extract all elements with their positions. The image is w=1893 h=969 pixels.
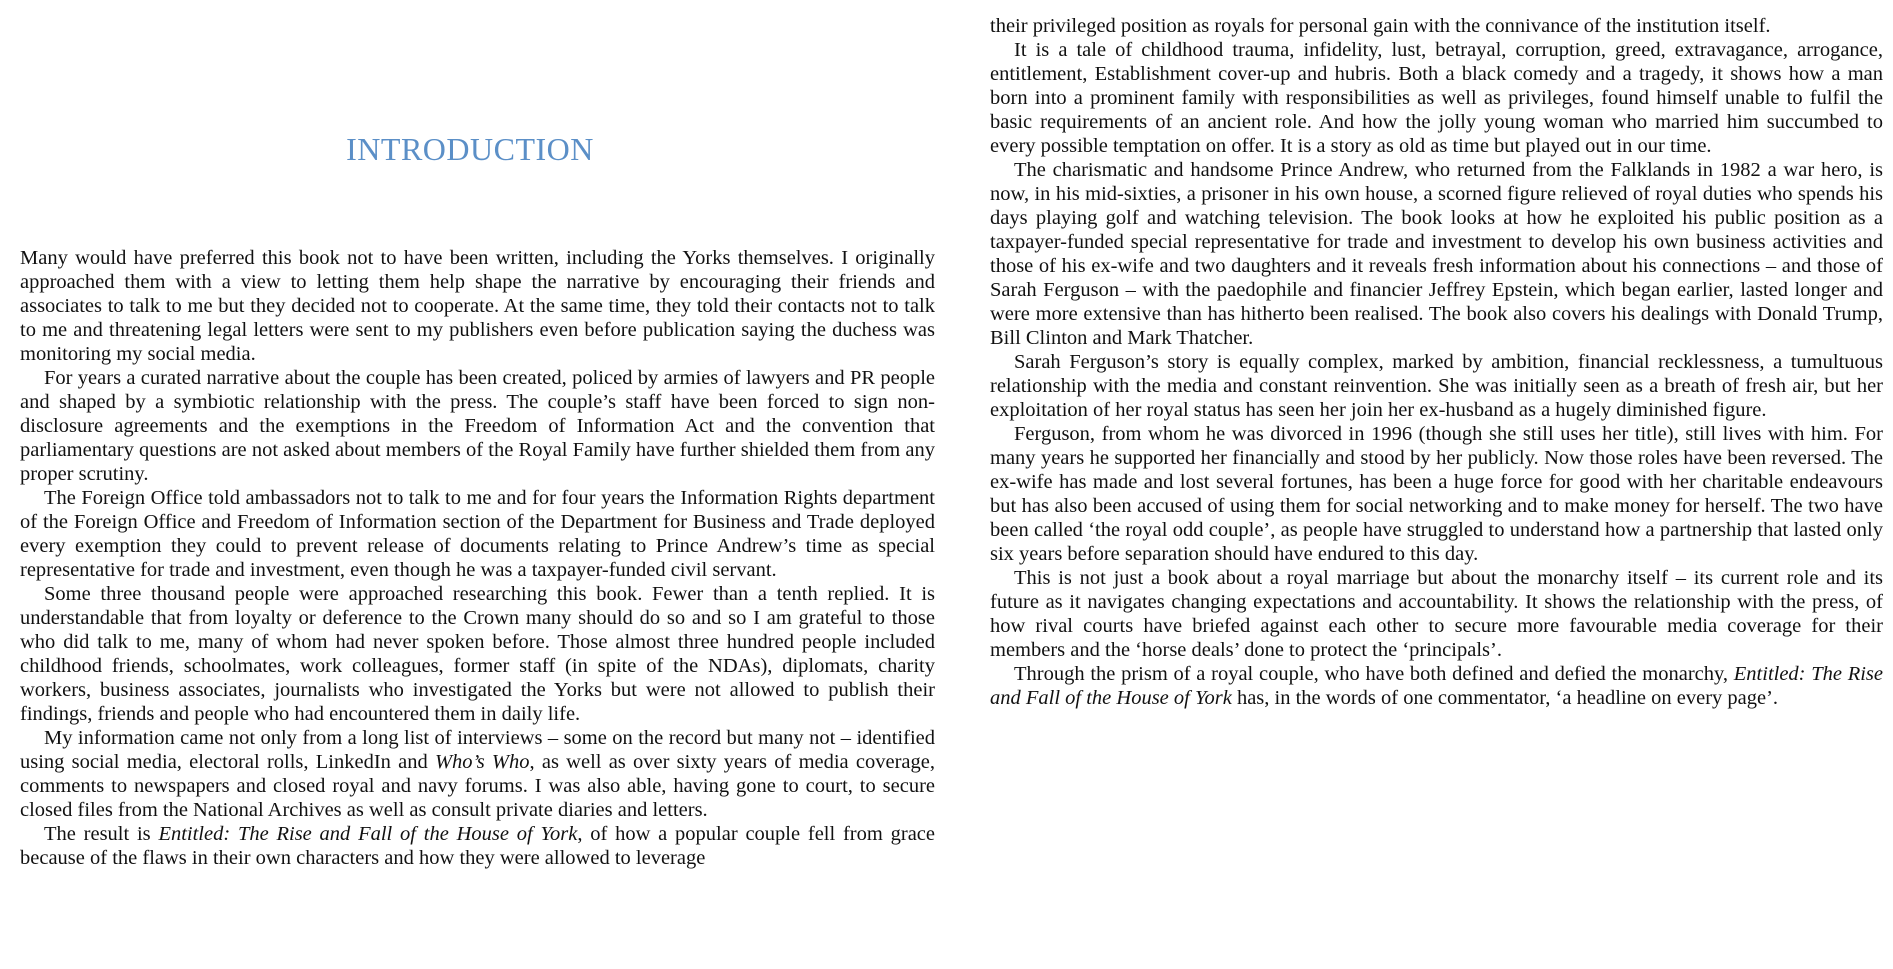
paragraph-text: My information came not only from a long list of interviews – some on the record but many not – identified using social media, electoral rolls, LinkedIn and bbox=[20, 727, 935, 773]
paragraph bbox=[20, 822, 935, 870]
paragraph-text: has, in the words of one commentator, ‘a headline on every page’. bbox=[1231, 687, 1779, 709]
paragraph-text: Through the prism of a royal couple, who have both defined and defied the monarchy, bbox=[1014, 663, 1734, 685]
paragraph: their privileged position as royals for personal gain with the connivance of the institution itself. bbox=[990, 15, 1771, 37]
paragraph: For years a curated narrative about the couple has been created, policed by armies of lawyers and PR people and shaped by a symbiotic relationship with the press. The couple’s staff have been forced to sign non-disclosure agreements and the exemptions in the Freedom of Information Act and the convention that parliamentary questions are not asked about members of the Royal Family have further shielded them from any proper scrutiny. bbox=[20, 367, 935, 485]
paragraph: The charismatic and handsome Prince Andrew, who returned from the Falklands in 1982 a war hero, is now, in his mid-sixties, a prisoner in his own house, a scorned figure relieved of royal duties who spends his days playing golf and watching television. The book looks at how he exploited his public position as a taxpayer-funded special representative for trade and investment to develop his own business activities and those of his ex-wife and two daughters and it reveals fresh information about his connections – and those of Sarah Ferguson – with the paedophile and financier Jeffrey Epstein, which began earlier, lasted longer and were more extensive than has hitherto been realised. The book also covers his dealings with Donald Trump, Bill Clinton and Mark Thatcher. bbox=[990, 159, 1883, 349]
paragraph bbox=[990, 662, 1883, 710]
paragraph-text: The result is bbox=[44, 823, 159, 845]
italic-title: Who’s Who bbox=[434, 751, 530, 773]
paragraph-text: , of how a popular couple fell from grace because of the flaws in their own characters and how they were allowed to leverage bbox=[20, 823, 935, 869]
paragraph: It is a tale of childhood trauma, infidelity, lust, betrayal, corruption, greed, extravagance, arrogance, entitlement, Establishment cover-up and hubris. Both a black comedy and a tragedy, it shows how a man born into a prominent family with responsibilities as well as privileges, found himself unable to fulfil the basic requirements of an ancient role. And how the jolly young woman who married him succumbed to every possible temptation on offer. It is a story as old as time but played out in our time. bbox=[990, 39, 1883, 157]
paragraph: Many would have preferred this book not to have been written, including the Yorks themselves. I originally approached them with a view to letting them help shape the narrative by encouraging their friends and associates to talk to me but they decided not to cooperate. At the same time, they told their contacts not to talk to me and threatening legal letters were sent to my publishers even before publication saying the duchess was monitoring my social media. bbox=[20, 247, 935, 365]
paragraph: This is not just a book about a royal marriage but about the monarchy itself – its current role and its future as it navigates changing expectations and accountability. It shows the relationship with the press, of how rival courts have briefed against each other to secure more favourable media coverage for their members and the ‘horse deals’ done to protect the ‘principals’. bbox=[990, 567, 1883, 661]
italic-title: Entitled: The Rise and Fall of the House of York bbox=[158, 823, 578, 845]
paragraph: Ferguson, from whom he was divorced in 1996 (though she still uses her title), still lives with him. For many years he supported her financially and stood by her publicly. Now those roles have been reversed. The ex-wife has made and lost several fortunes, has been a huge force for good with her charitable endeavours but has also been accused of using them for social networking and to make money for herself. The two have been called ‘the royal odd couple’, as people have struggled to understand how a partnership that lasted only six years before separation should have endured to this day. bbox=[990, 423, 1883, 565]
italic-title: Entitled: The Rise and Fall of the House of York bbox=[990, 663, 1883, 709]
left-page bbox=[20, 0, 935, 870]
right-page bbox=[990, 0, 1883, 710]
paragraph-text: , as well as over sixty years of media coverage, comments to newspapers and closed royal and navy forums. I was also able, having gone to court, to secure closed files from the National Archives as well as consult private diaries and letters. bbox=[20, 751, 935, 821]
right-page-body bbox=[990, 0, 1883, 710]
paragraph: Sarah Ferguson’s story is equally complex, marked by ambition, financial recklessness, a tumultuous relationship with the media and constant reinvention. She was initially seen as a breath of fresh air, but her exploitation of her royal status has seen her join her ex-husband as a hugely diminished figure. bbox=[990, 351, 1883, 421]
paragraph: The Foreign Office told ambassadors not to talk to me and for four years the Information Rights department of the Foreign Office and Freedom of Information section of the Department for Business and Trade deployed every exemption they could to prevent release of documents relating to Prince Andrew’s time as special representative for trade and investment, even though he was a taxpayer-funded civil servant. bbox=[20, 487, 935, 581]
paragraph: Some three thousand people were approached researching this book. Fewer than a tenth replied. It is understandable that from loyalty or deference to the Crown many should do so and so I am grateful to those who did talk to me, many of whom had never spoken before. Those almost three hundred people included childhood friends, schoolmates, work colleagues, former staff (in spite of the NDAs), diplomats, charity workers, business associates, journalists who investigated the Yorks but were not allowed to publish their findings, friends and people who had encountered them in daily life. bbox=[20, 583, 935, 725]
chapter-title: INTRODUCTION bbox=[346, 131, 594, 167]
left-page-body bbox=[20, 246, 935, 870]
paragraph bbox=[20, 726, 935, 822]
